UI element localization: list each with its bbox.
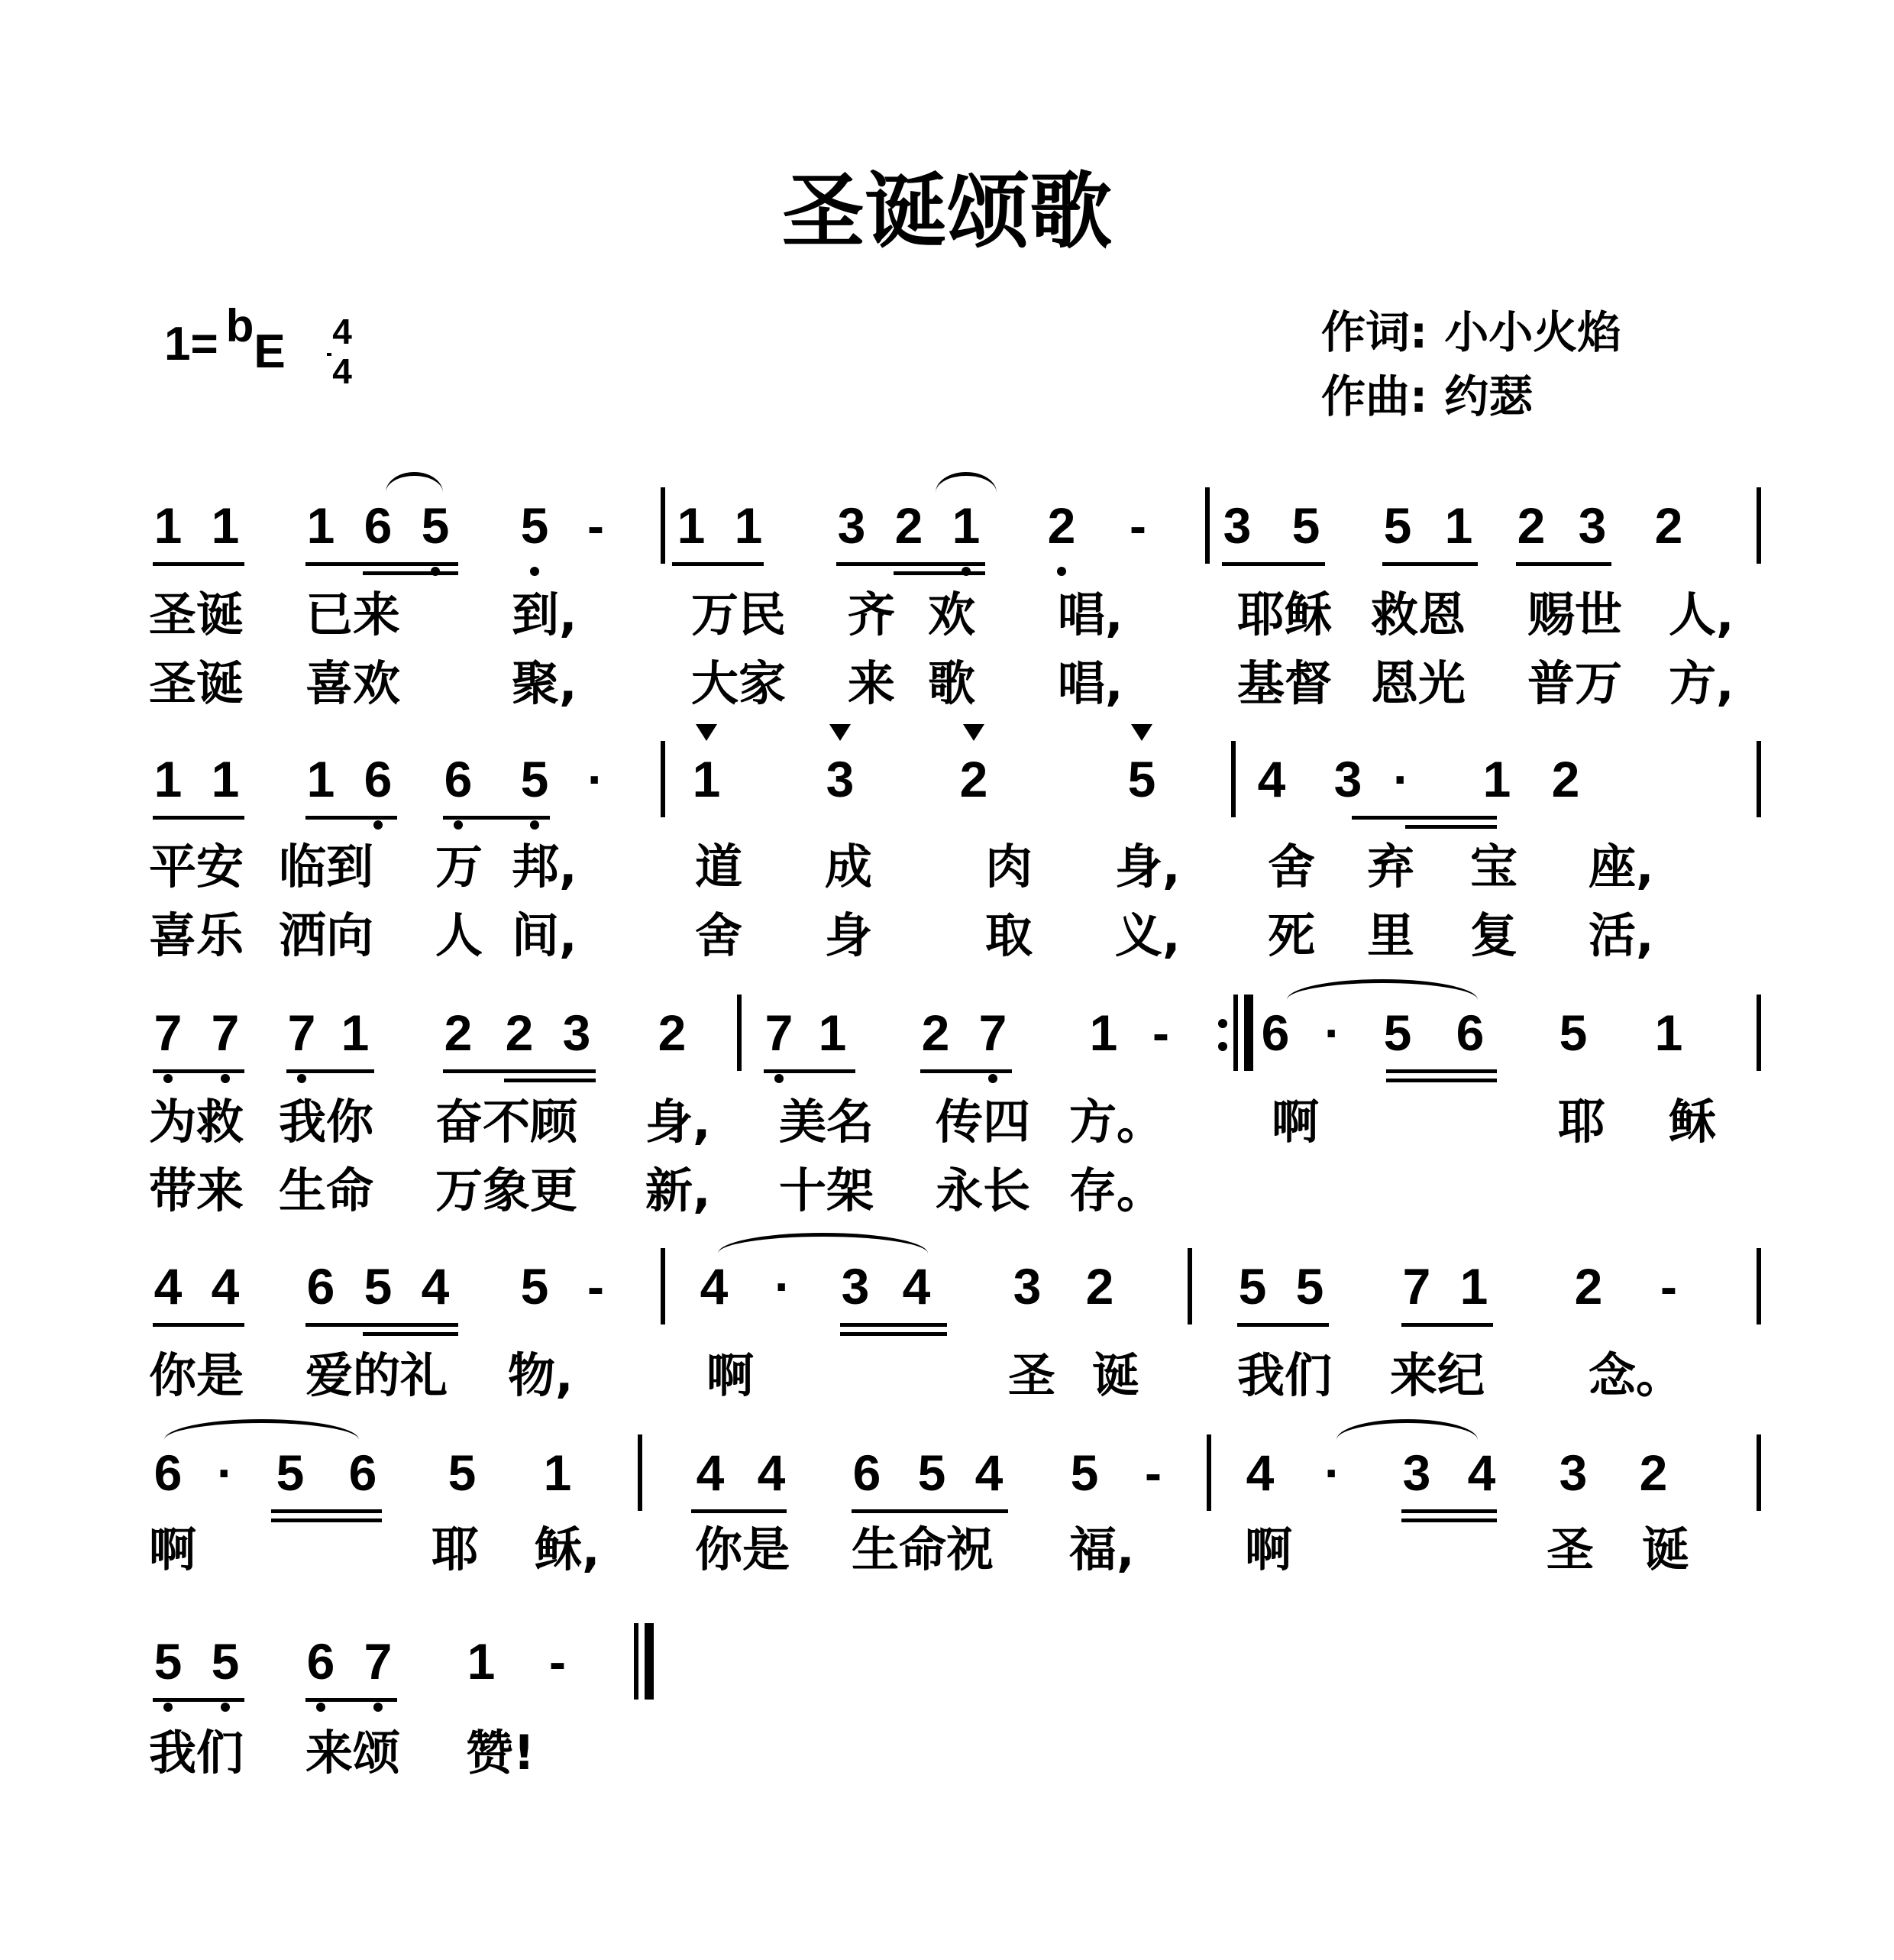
note-4-8: 4 — [700, 1258, 729, 1315]
note-5-6: 1 — [543, 1444, 572, 1501]
beam-underline — [443, 816, 550, 820]
bar-line — [661, 487, 665, 564]
octave-dot-below — [163, 1074, 173, 1083]
lyric-row5-2: 耶 — [431, 1522, 480, 1577]
bar-line — [1757, 1248, 1761, 1324]
lyric-row1_v2-3: 聚, — [512, 655, 577, 711]
note-3-11: 2 — [921, 1004, 950, 1061]
lyricist-credit — [1321, 296, 1621, 361]
lyric-row2_v2-3: 人 — [435, 907, 483, 963]
time-signature — [327, 312, 357, 391]
note-3-15: 6 — [1261, 1004, 1290, 1061]
note-2-1: 1 — [154, 751, 183, 807]
beam-underline — [1386, 1069, 1497, 1073]
beam-underline-double — [363, 571, 458, 575]
note-1-7: - — [587, 497, 604, 554]
slur-arc — [1287, 979, 1478, 1000]
lyric-row5-9: 诞 — [1642, 1522, 1690, 1577]
lyric-row1_v2-6: 歌 — [928, 655, 976, 711]
note-5-16: 3 — [1402, 1444, 1431, 1501]
lyric-row3_v2-6: 永长 — [936, 1163, 1031, 1218]
note-2-7: · — [587, 751, 604, 807]
beam-underline — [836, 562, 985, 566]
beam-underline — [305, 562, 458, 566]
lyric-row3_v1-6: 传四 — [936, 1094, 1031, 1150]
beam-underline — [271, 1509, 382, 1513]
lyric-row5-7: 啊 — [1245, 1522, 1293, 1577]
note-2-9: 3 — [820, 749, 860, 810]
final-bar-thin — [634, 1623, 638, 1700]
note-6-4: 7 — [358, 1631, 398, 1692]
note-2-2: 1 — [211, 751, 240, 807]
lyric-row1_v2-2: 喜欢 — [305, 655, 401, 711]
lyric-row4-1: 你是 — [149, 1347, 244, 1403]
note-3-14: - — [1152, 1004, 1169, 1061]
note-4-13: 2 — [1085, 1258, 1114, 1315]
meter-bottom: 4 — [332, 351, 352, 391]
note-3-9: 7 — [759, 1002, 799, 1063]
note-6-1: 5 — [148, 1631, 188, 1692]
lyric-row5-1: 啊 — [149, 1522, 197, 1577]
beam-underline-double — [1405, 825, 1497, 829]
lyricist-name: 小小火焰 — [1444, 306, 1622, 358]
lyric-row5-4: 你是 — [695, 1522, 790, 1577]
lyric-row5-8: 圣 — [1547, 1522, 1595, 1577]
note-5-1: 6 — [154, 1444, 183, 1501]
note-1-19: 2 — [1517, 497, 1546, 554]
song-title: 圣诞颂歌 — [781, 164, 1112, 260]
note-3-7: 3 — [562, 1004, 591, 1061]
lyric-row2_v2-4: 间, — [512, 907, 577, 963]
lyric-row2_v1-7: 肉 — [985, 839, 1033, 894]
beam-underline — [672, 562, 764, 566]
octave-dot-below — [373, 1703, 383, 1712]
lyric-row2_v1-10: 弃 — [1367, 839, 1415, 894]
lyric-row4-5: 圣 — [1008, 1347, 1056, 1403]
note-5-5: 5 — [448, 1444, 477, 1501]
beam-underline — [1352, 816, 1497, 820]
note-5-10: 5 — [917, 1444, 946, 1501]
note-3-6: 2 — [505, 1004, 534, 1061]
beam-underline — [153, 816, 244, 820]
note-2-4: 6 — [358, 749, 398, 810]
lyric-row1_v2-7: 唱, — [1058, 655, 1123, 711]
octave-dot-below — [454, 820, 463, 830]
note-5-8: 4 — [757, 1444, 786, 1501]
lyric-row6-1: 我们 — [149, 1725, 244, 1780]
note-5-19: 2 — [1639, 1444, 1668, 1501]
lyric-row3_v2-3: 万象更 — [435, 1163, 578, 1218]
slur-arc — [718, 1233, 928, 1253]
beam-underline — [1401, 1323, 1493, 1327]
note-3-5: 2 — [444, 1004, 473, 1061]
lyric-row2_v2-6: 身 — [825, 907, 873, 963]
note-2-16: 2 — [1551, 751, 1580, 807]
beam-underline — [1237, 1323, 1329, 1327]
note-6-3: 6 — [301, 1631, 341, 1692]
lyric-row2_v1-9: 舍 — [1268, 839, 1316, 894]
bar-line — [1757, 995, 1761, 1071]
bar-line — [1205, 487, 1210, 564]
note-2-11: 5 — [1122, 749, 1162, 810]
accent-mark — [963, 724, 984, 741]
lyric-row3_v1-7: 方。 — [1069, 1094, 1165, 1150]
lyric-row3_v2-1: 带来 — [149, 1163, 244, 1218]
lyric-row1_v2-4: 大家 — [691, 655, 787, 711]
note-2-13: 3 — [1333, 751, 1362, 807]
accent-mark — [1131, 724, 1152, 741]
lyric-row2_v1-11: 宝 — [1470, 839, 1518, 894]
note-2-14: · — [1393, 751, 1410, 807]
lyric-row3_v1-4: 身, — [645, 1094, 711, 1150]
beam-underline — [153, 1069, 244, 1073]
composer-label: 作曲: — [1321, 370, 1428, 422]
composer-credit — [1321, 361, 1533, 425]
lyricist-label: 作词: — [1321, 306, 1428, 358]
note-5-13: - — [1145, 1444, 1162, 1501]
note-2-8: 1 — [687, 749, 726, 810]
lyric-row3_v1-9: 耶 — [1558, 1094, 1606, 1150]
bar-line — [661, 741, 665, 817]
beam-underline — [1516, 562, 1611, 566]
note-3-1: 7 — [148, 1002, 188, 1063]
note-1-4: 6 — [364, 497, 393, 554]
repeat-bar-thin — [1233, 995, 1238, 1071]
note-4-19: - — [1660, 1258, 1677, 1315]
octave-dot-below — [163, 1703, 173, 1712]
key-signature — [164, 300, 286, 378]
note-1-18: 1 — [1444, 497, 1473, 554]
lyric-row1_v1-11: 人, — [1669, 587, 1734, 642]
lyric-row2_v2-11: 复 — [1470, 907, 1518, 963]
composer-name: 约瑟 — [1444, 370, 1534, 422]
note-4-4: 5 — [364, 1258, 393, 1315]
note-4-15: 5 — [1295, 1258, 1324, 1315]
slur-arc — [1336, 1419, 1478, 1440]
note-6-2: 5 — [205, 1631, 245, 1692]
note-2-10: 2 — [954, 749, 994, 810]
beam-underline-double — [1386, 1079, 1497, 1082]
note-5-3: 5 — [276, 1444, 305, 1501]
key-note: E — [254, 325, 286, 378]
note-1-12: 1 — [946, 495, 986, 556]
bar-line — [1757, 1434, 1761, 1511]
note-5-15: · — [1324, 1444, 1341, 1501]
note-4-7: - — [587, 1258, 604, 1315]
lyric-row3_v2-7: 存。 — [1069, 1163, 1165, 1218]
lyric-row4-8: 来纪 — [1390, 1347, 1485, 1403]
lyric-row1_v2-5: 来 — [848, 655, 896, 711]
note-2-3: 1 — [306, 751, 335, 807]
lyric-row3_v2-2: 生命 — [279, 1163, 374, 1218]
note-6-6: - — [549, 1633, 566, 1690]
beam-underline — [1222, 562, 1325, 566]
octave-dot-below — [1057, 567, 1066, 576]
beam-underline — [153, 1323, 244, 1327]
lyric-row2_v2-9: 死 — [1268, 907, 1316, 963]
beam-underline — [1382, 562, 1478, 566]
note-1-9: 1 — [734, 497, 763, 554]
note-4-1: 4 — [154, 1258, 183, 1315]
meter-top: 4 — [332, 312, 352, 351]
repeat-dot — [1218, 1019, 1227, 1028]
lyric-row2_v2-10: 里 — [1367, 907, 1415, 963]
lyric-row2_v1-3: 万 — [435, 839, 483, 894]
beam-underline — [443, 1069, 596, 1073]
note-1-15: 3 — [1223, 497, 1252, 554]
note-3-13: 1 — [1089, 1004, 1118, 1061]
beam-underline-double — [504, 1079, 596, 1082]
note-4-16: 7 — [1402, 1258, 1431, 1315]
lyric-row1_v1-4: 万民 — [691, 587, 787, 642]
note-1-6: 5 — [515, 495, 554, 556]
octave-dot-below — [530, 820, 539, 830]
accent-mark — [829, 724, 851, 741]
beam-underline — [1401, 1509, 1497, 1513]
lyric-row1_v2-10: 普万 — [1527, 655, 1623, 711]
note-3-8: 2 — [658, 1004, 687, 1061]
lyric-row1_v1-10: 赐世 — [1527, 587, 1623, 642]
note-5-12: 5 — [1070, 1444, 1099, 1501]
note-5-9: 6 — [852, 1444, 881, 1501]
bar-line — [661, 1248, 665, 1324]
beam-underline — [691, 1509, 787, 1513]
key-prefix: 1= — [164, 318, 218, 370]
lyric-row2_v1-6: 成 — [825, 839, 873, 894]
beam-underline-double — [894, 571, 985, 575]
octave-dot-below — [221, 1074, 230, 1083]
note-4-12: 3 — [1013, 1258, 1042, 1315]
lyric-row5-6: 福, — [1069, 1522, 1135, 1577]
note-3-20: 1 — [1654, 1004, 1683, 1061]
lyric-row2_v2-8: 义, — [1115, 907, 1181, 963]
note-3-12: 7 — [973, 1002, 1013, 1063]
note-5-4: 6 — [348, 1444, 377, 1501]
beam-underline — [852, 1509, 1008, 1513]
lyric-row2_v1-5: 道 — [695, 839, 743, 894]
lyric-row1_v2-9: 恩光 — [1371, 655, 1466, 711]
lyric-row3_v1-8: 啊 — [1272, 1094, 1320, 1150]
note-4-17: 1 — [1459, 1258, 1488, 1315]
note-4-18: 2 — [1574, 1258, 1603, 1315]
lyric-row6-3: 赞! — [466, 1725, 535, 1780]
note-4-3: 6 — [306, 1258, 335, 1315]
lyric-row1_v1-6: 欢 — [928, 587, 976, 642]
lyric-row2_v1-2: 临到 — [279, 839, 374, 894]
note-1-21: 2 — [1654, 497, 1683, 554]
bar-line — [1757, 487, 1761, 564]
note-1-1: 1 — [154, 497, 183, 554]
lyric-row1_v1-7: 唱, — [1058, 587, 1123, 642]
repeat-bar-thick — [1244, 995, 1253, 1071]
note-4-11: 4 — [902, 1258, 931, 1315]
lyric-row5-3: 稣, — [535, 1522, 600, 1577]
bar-line — [1188, 1248, 1192, 1324]
beam-underline — [305, 1323, 458, 1327]
note-3-2: 7 — [205, 1002, 245, 1063]
lyric-row1_v2-11: 方, — [1669, 655, 1734, 711]
octave-dot-below — [297, 1074, 306, 1083]
beam-underline — [305, 816, 397, 820]
octave-dot-below — [221, 1703, 230, 1712]
bar-line — [1757, 741, 1761, 817]
lyric-row2_v2-2: 洒向 — [279, 907, 374, 963]
beam-underline — [305, 1698, 397, 1702]
lyric-row1_v1-1: 圣诞 — [149, 587, 244, 642]
lyric-row4-6: 诞 — [1092, 1347, 1140, 1403]
lyric-row2_v1-1: 平安 — [149, 839, 244, 894]
note-1-16: 5 — [1291, 497, 1320, 554]
note-5-2: · — [217, 1444, 234, 1501]
lyric-row4-3: 物, — [508, 1347, 574, 1403]
lyric-row4-2: 爱的礼 — [305, 1347, 448, 1403]
lyric-row2_v2-7: 取 — [985, 907, 1033, 963]
lyric-row3_v1-10: 稣 — [1669, 1094, 1717, 1150]
bar-line — [1207, 1434, 1211, 1511]
lyric-row3_v2-5: 十架 — [779, 1163, 874, 1218]
lyric-row2_v1-12: 座, — [1589, 839, 1654, 894]
note-1-8: 1 — [677, 497, 706, 554]
note-5-11: 4 — [974, 1444, 1004, 1501]
lyric-row1_v2-1: 圣诞 — [149, 655, 244, 711]
bar-line — [1231, 741, 1236, 817]
note-5-7: 4 — [696, 1444, 725, 1501]
note-4-2: 4 — [211, 1258, 240, 1315]
note-5-14: 4 — [1246, 1444, 1275, 1501]
lyric-row4-7: 我们 — [1237, 1347, 1333, 1403]
lyric-row2_v2-12: 活, — [1589, 907, 1654, 963]
lyric-row6-2: 来颂 — [305, 1725, 401, 1780]
lyric-row5-5: 生命祝 — [852, 1522, 994, 1577]
lyric-row3_v2-4: 新, — [645, 1163, 711, 1218]
slur-arc — [164, 1419, 359, 1440]
accent-mark — [696, 724, 717, 741]
lyric-row3_v1-1: 为救 — [149, 1094, 244, 1150]
lyric-row1_v1-9: 救恩 — [1371, 587, 1466, 642]
lyric-row2_v1-4: 邦, — [512, 839, 577, 894]
slur-arc — [936, 472, 997, 493]
beam-underline-double — [840, 1332, 947, 1336]
note-4-6: 5 — [520, 1258, 549, 1315]
bar-line — [638, 1434, 642, 1511]
note-1-14: - — [1130, 497, 1146, 554]
bar-line — [737, 995, 742, 1071]
octave-dot-below — [988, 1074, 997, 1083]
beam-underline — [920, 1069, 1012, 1073]
beam-underline-double — [1401, 1519, 1497, 1522]
note-4-9: · — [774, 1258, 791, 1315]
lyric-row4-9: 念。 — [1589, 1347, 1684, 1403]
note-2-12: 4 — [1257, 751, 1286, 807]
beam-underline — [764, 1069, 855, 1073]
note-2-5: 6 — [438, 749, 478, 810]
flat-sign: b — [225, 300, 254, 351]
note-3-19: 5 — [1559, 1004, 1588, 1061]
octave-dot-below — [373, 820, 383, 830]
note-3-4: 1 — [341, 1004, 370, 1061]
lyric-row4-4: 啊 — [706, 1347, 755, 1403]
meter-divider — [327, 353, 331, 356]
slur-arc — [386, 472, 443, 493]
note-1-5: 5 — [415, 495, 455, 556]
beam-underline — [286, 1069, 374, 1073]
octave-dot-below — [316, 1703, 325, 1712]
note-2-15: 1 — [1482, 751, 1511, 807]
note-1-17: 5 — [1383, 497, 1412, 554]
note-5-17: 4 — [1467, 1444, 1496, 1501]
note-3-17: 5 — [1383, 1004, 1412, 1061]
lyric-row2_v1-8: 身, — [1115, 839, 1181, 894]
note-4-10: 3 — [841, 1258, 870, 1315]
note-4-5: 4 — [421, 1258, 450, 1315]
lyric-row3_v1-3: 奋不顾 — [435, 1094, 578, 1150]
lyric-row3_v1-5: 美名 — [779, 1094, 874, 1150]
lyric-row1_v1-3: 到, — [512, 587, 577, 642]
beam-underline-double — [271, 1519, 382, 1522]
octave-dot-below — [530, 567, 539, 576]
note-6-5: 1 — [467, 1633, 496, 1690]
lyric-row1_v1-5: 齐 — [848, 587, 896, 642]
note-3-3: 7 — [282, 1002, 322, 1063]
note-5-18: 3 — [1559, 1444, 1588, 1501]
note-1-13: 2 — [1042, 495, 1081, 556]
note-3-18: 6 — [1456, 1004, 1485, 1061]
note-4-14: 5 — [1238, 1258, 1267, 1315]
note-3-16: · — [1324, 1004, 1341, 1061]
beam-underline — [153, 1698, 244, 1702]
beam-underline-double — [363, 1332, 458, 1336]
lyric-row2_v2-5: 舍 — [695, 907, 743, 963]
note-1-2: 1 — [211, 497, 240, 554]
note-1-20: 3 — [1578, 497, 1607, 554]
lyric-row2_v2-1: 喜乐 — [149, 907, 244, 963]
octave-dot-below — [774, 1074, 784, 1083]
note-2-6: 5 — [515, 749, 554, 810]
beam-underline — [153, 562, 244, 566]
final-bar-thick — [645, 1623, 654, 1700]
lyric-row3_v1-2: 我你 — [279, 1094, 374, 1150]
note-1-3: 1 — [306, 497, 335, 554]
note-1-10: 3 — [837, 497, 866, 554]
lyric-row1_v1-8: 耶稣 — [1237, 587, 1333, 642]
note-3-10: 1 — [818, 1004, 847, 1061]
lyric-row1_v2-8: 基督 — [1237, 655, 1333, 711]
repeat-dot — [1218, 1042, 1227, 1051]
lyric-row1_v1-2: 已来 — [305, 587, 401, 642]
beam-underline — [840, 1323, 947, 1327]
note-1-11: 2 — [894, 497, 923, 554]
